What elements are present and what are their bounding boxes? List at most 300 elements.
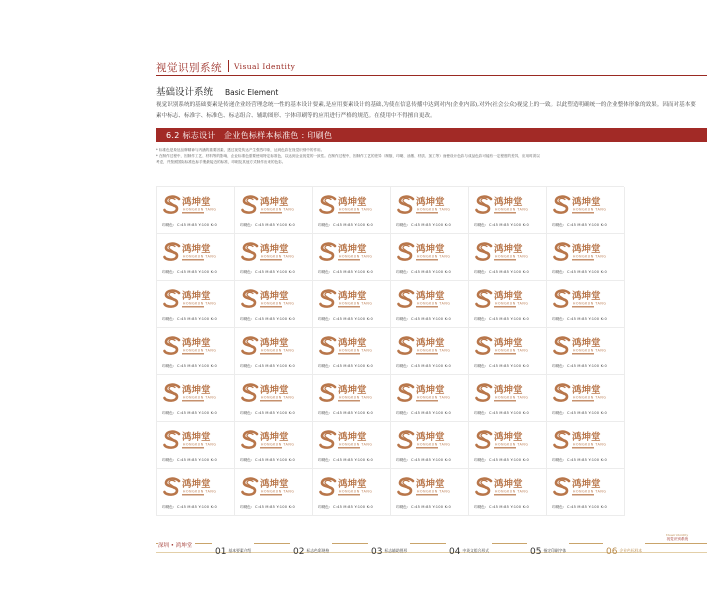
brand-logo-icon [475,476,529,498]
logo-text-en: HONGKUN TANG [417,489,451,494]
logo-text-en: HONGKUN TANG [183,395,217,400]
swatch-label: 印刷色: [396,223,408,227]
logo-text-en: HONGKUN TANG [261,348,295,353]
swatch-label: 印刷色: [396,505,408,509]
brand-logo-icon [241,476,295,498]
logo-text-cn: 鸿坤堂 [494,338,523,349]
swatch-value: C:45 M:85 Y:100 K:0 [333,270,374,274]
logo-underline [572,494,594,495]
logo-text-en: HONGKUN TANG [183,489,217,494]
logo-text-cn: 鸿坤堂 [182,197,211,208]
brand-logo-icon [163,429,217,451]
logo-underline [494,353,516,354]
swatch-caption [318,270,373,275]
swatch-caption [552,317,607,322]
swatch-value: C:45 M:85 Y:100 K:0 [489,411,530,415]
swatch-caption [240,458,295,463]
swatch-caption [240,505,295,510]
logo-underline [572,400,594,401]
swatch-label: 印刷色: [162,270,174,274]
logo-text-en: HONGKUN TANG [261,489,295,494]
logo-text-en: HONGKUN TANG [495,207,529,212]
logo-text-cn: 鸿坤堂 [416,432,445,443]
brand-logo-icon [553,194,607,216]
logo-text-en: HONGKUN TANG [573,207,607,212]
logo-text-en: HONGKUN TANG [339,207,373,212]
logo-text-cn: 鸿坤堂 [338,291,367,302]
swatch-label: 印刷色: [396,458,408,462]
header-rule [156,75,707,76]
swatch-value: C:45 M:85 Y:100 K:0 [255,458,296,462]
nav-label: 基本要素介绍 [228,548,252,553]
swatch-value: C:45 M:85 Y:100 K:0 [255,270,296,274]
logo-underline [182,353,204,354]
swatch-value: C:45 M:85 Y:100 K:0 [567,505,608,509]
swatch-label: 印刷色: [240,364,252,368]
logo-text-en: HONGKUN TANG [339,489,373,494]
logo-text-cn: 鸿坤堂 [416,291,445,302]
swatch-caption [396,317,451,322]
swatch-cell [157,234,235,281]
section-title-cn: 基础设计系统 [156,87,214,98]
swatch-caption [474,364,529,369]
nav-label: 标志辅助图形 [384,548,408,553]
swatch-cell [469,187,547,234]
logo-underline [494,447,516,448]
logo-underline [494,494,516,495]
logo-text-cn: 鸿坤堂 [338,197,367,208]
logo-text-en: HONGKUN TANG [417,207,451,212]
logo-text-en: HONGKUN TANG [573,254,607,259]
swatch-cell [547,422,625,469]
banner-text: 6.2 标志设计 企业色标样本标准色 : 印刷色 [166,130,333,140]
logo-text-en: HONGKUN TANG [183,442,217,447]
swatch-label: 印刷色: [162,364,174,368]
swatch-value: C:45 M:85 Y:100 K:0 [411,411,452,415]
logo-text-en: HONGKUN TANG [495,489,529,494]
logo-text-cn: 鸿坤堂 [182,338,211,349]
swatch-cell [391,422,469,469]
swatch-caption [552,270,607,275]
logo-text-cn: 鸿坤堂 [182,432,211,443]
logo-text-en: HONGKUN TANG [417,395,451,400]
swatch-cell [391,469,469,516]
swatch-value: C:45 M:85 Y:100 K:0 [411,317,452,321]
logo-underline [260,494,282,495]
logo-text-en: HONGKUN TANG [339,301,373,306]
swatch-label: 印刷色: [162,223,174,227]
brand-logo-icon [475,382,529,404]
swatch-label: 印刷色: [552,458,564,462]
swatch-caption [474,458,529,463]
logo-underline [338,400,360,401]
swatch-label: 印刷色: [162,411,174,415]
swatch-label: 印刷色: [552,223,564,227]
logo-underline [572,259,594,260]
swatch-value: C:45 M:85 Y:100 K:0 [567,317,608,321]
logo-text-cn: 鸿坤堂 [260,338,289,349]
logo-text-en: HONGKUN TANG [495,442,529,447]
nav-num: 06 [606,547,618,557]
swatch-label: 印刷色: [474,505,486,509]
swatch-cell [235,469,313,516]
swatch-value: C:45 M:85 Y:100 K:0 [177,270,218,274]
footer-nav-05[interactable] [527,539,569,557]
logo-underline [416,212,438,213]
swatch-caption [396,270,451,275]
logo-text-cn: 鸿坤堂 [260,385,289,396]
swatch-cell [313,281,391,328]
swatch-value: C:45 M:85 Y:100 K:0 [411,223,452,227]
logo-text-en: HONGKUN TANG [261,301,295,306]
footer-brand: 深圳 • 鸿坤堂 [158,541,195,549]
logo-underline [494,259,516,260]
brand-logo-icon [163,288,217,310]
logo-text-cn: 鸿坤堂 [494,479,523,490]
swatch-label: 印刷色: [552,317,564,321]
logo-text-cn: 鸿坤堂 [260,479,289,490]
swatch-caption [240,411,295,416]
section-banner [156,128,707,142]
swatch-value: C:45 M:85 Y:100 K:0 [255,505,296,509]
logo-text-en: HONGKUN TANG [417,442,451,447]
logo-text-cn: 鸿坤堂 [260,244,289,255]
logo-text-cn: 鸿坤堂 [572,244,601,255]
swatch-caption [162,317,217,322]
header-subtitle: Visual Identity [234,62,296,71]
logo-underline [338,259,360,260]
brand-logo-icon [319,382,373,404]
logo-underline [572,447,594,448]
logo-text-cn: 鸿坤堂 [494,244,523,255]
swatch-value: C:45 M:85 Y:100 K:0 [411,270,452,274]
swatch-value: C:45 M:85 Y:100 K:0 [567,223,608,227]
swatch-value: C:45 M:85 Y:100 K:0 [489,364,530,368]
swatch-cell [313,375,391,422]
swatch-caption [318,411,373,416]
swatch-caption [318,458,373,463]
swatch-label: 印刷色: [162,505,174,509]
swatch-cell [469,234,547,281]
swatch-caption [552,458,607,463]
swatch-cell [547,375,625,422]
swatch-cell [547,469,625,516]
swatch-cell [547,187,625,234]
swatch-label: 印刷色: [240,505,252,509]
logo-underline [416,353,438,354]
logo-underline [260,400,282,401]
logo-text-cn: 鸿坤堂 [572,338,601,349]
nav-num: 01 [215,547,227,557]
swatch-label: 印刷色: [474,411,486,415]
nav-num: 04 [449,547,461,557]
logo-underline [494,212,516,213]
swatch-value: C:45 M:85 Y:100 K:0 [411,505,452,509]
brand-logo-icon [319,241,373,263]
logo-text-cn: 鸿坤堂 [338,385,367,396]
swatch-value: C:45 M:85 Y:100 K:0 [489,317,530,321]
logo-text-cn: 鸿坤堂 [494,197,523,208]
swatch-caption [162,411,217,416]
swatch-cell [313,234,391,281]
logo-underline [572,353,594,354]
swatch-cell [157,187,235,234]
logo-text-cn: 鸿坤堂 [338,479,367,490]
logo-text-cn: 鸿坤堂 [494,385,523,396]
swatch-label: 印刷色: [318,458,330,462]
brand-logo-icon [319,476,373,498]
logo-underline [182,306,204,307]
logo-text-cn: 鸿坤堂 [572,479,601,490]
logo-underline [416,259,438,260]
swatch-label: 印刷色: [552,364,564,368]
swatch-caption [474,317,529,322]
swatch-value: C:45 M:85 Y:100 K:0 [255,317,296,321]
swatch-caption [396,411,451,416]
swatch-caption [162,270,217,275]
logo-underline [182,494,204,495]
swatch-cell [547,281,625,328]
logo-underline [260,259,282,260]
brand-logo-icon [553,382,607,404]
brand-logo-icon [241,429,295,451]
note-line: 考虑，并按照国际标准色标手册最接近的标准，印刷及其他方式制作出来的色彩。 [156,160,286,164]
logo-text-en: HONGKUN TANG [417,348,451,353]
swatch-cell [469,422,547,469]
brand-logo-icon [241,194,295,216]
corner-en: Visual Identity [666,533,689,537]
swatch-label: 印刷色: [240,458,252,462]
swatch-cell [235,375,313,422]
swatch-cell [469,328,547,375]
logo-text-en: HONGKUN TANG [573,301,607,306]
brand-logo-icon [163,194,217,216]
logo-text-en: HONGKUN TANG [573,489,607,494]
logo-underline [182,259,204,260]
nav-num: 02 [293,547,305,557]
logo-text-en: HONGKUN TANG [339,395,373,400]
logo-text-en: HONGKUN TANG [261,254,295,259]
logo-underline [416,400,438,401]
swatch-value: C:45 M:85 Y:100 K:0 [411,364,452,368]
notes [156,147,707,165]
logo-text-en: HONGKUN TANG [417,301,451,306]
logo-text-en: HONGKUN TANG [339,348,373,353]
swatch-label: 印刷色: [162,317,174,321]
logo-text-en: HONGKUN TANG [573,348,607,353]
brand-logo-icon [397,382,451,404]
swatch-cell [157,328,235,375]
brand-logo-icon [163,335,217,357]
logo-text-en: HONGKUN TANG [495,301,529,306]
swatch-cell [313,422,391,469]
swatch-cell [157,281,235,328]
swatch-caption [474,411,529,416]
logo-text-en: HONGKUN TANG [495,348,529,353]
swatch-value: C:45 M:85 Y:100 K:0 [333,223,374,227]
section-intro: 视觉识别系统的基础要素是传递企业经营理念统一性的基本设计要素,是应用要素设计的基础,为使在信息传播中达到对内(企业内部),对外(社会公众)视觉上的一致。以此塑造明确统一的企业整体形象的效果。因而对基本要素中标志、标准字、标准色、标志组合、辅助图形、字体印刷等的应用进行严格的规范。在使用中不得擅自更改。 [156,102,696,119]
swatch-caption [396,223,451,228]
logo-text-cn: 鸿坤堂 [182,385,211,396]
swatch-label: 印刷色: [552,411,564,415]
swatch-cell [313,469,391,516]
brand-logo-icon [475,288,529,310]
header-divider [228,60,229,72]
brand-logo-icon [319,194,373,216]
swatch-cell [313,187,391,234]
swatch-cell [157,422,235,469]
swatch-caption [240,317,295,322]
swatch-cell [235,422,313,469]
brand-logo-icon [475,194,529,216]
logo-text-en: HONGKUN TANG [183,254,217,259]
swatch-caption [552,411,607,416]
nav-label: 指定印刷字体 [543,548,567,553]
swatch-caption [552,223,607,228]
section-title-en: Basic Element [225,88,279,97]
logo-underline [260,306,282,307]
logo-text-cn: 鸿坤堂 [182,244,211,255]
brand-logo-icon [319,335,373,357]
swatch-caption [318,364,373,369]
logo-text-en: HONGKUN TANG [495,395,529,400]
brand-logo-icon [163,241,217,263]
logo-underline [338,447,360,448]
brand-logo-icon [319,288,373,310]
logo-text-cn: 鸿坤堂 [572,385,601,396]
swatch-value: C:45 M:85 Y:100 K:0 [489,223,530,227]
logo-text-cn: 鸿坤堂 [260,197,289,208]
logo-text-cn: 鸿坤堂 [338,338,367,349]
swatch-value: C:45 M:85 Y:100 K:0 [333,458,374,462]
logo-text-cn: 鸿坤堂 [182,291,211,302]
logo-text-en: HONGKUN TANG [495,254,529,259]
swatch-cell [391,187,469,234]
swatch-label: 印刷色: [474,364,486,368]
logo-text-cn: 鸿坤堂 [338,244,367,255]
swatch-value: C:45 M:85 Y:100 K:0 [567,270,608,274]
logo-text-cn: 鸿坤堂 [494,432,523,443]
swatch-label: 印刷色: [396,270,408,274]
swatch-caption [162,505,217,510]
logo-text-en: HONGKUN TANG [573,442,607,447]
header-title: 视觉识别系统 [156,62,222,74]
brand-logo-icon [397,241,451,263]
swatch-caption [162,458,217,463]
swatch-cell [391,328,469,375]
logo-underline [338,494,360,495]
brand-logo-icon [241,335,295,357]
swatch-label: 印刷色: [240,223,252,227]
logo-text-en: HONGKUN TANG [339,254,373,259]
logo-text-cn: 鸿坤堂 [494,291,523,302]
swatch-value: C:45 M:85 Y:100 K:0 [177,505,218,509]
footer-nav-02[interactable] [290,539,332,557]
brand-logo-icon [475,241,529,263]
swatch-value: C:45 M:85 Y:100 K:0 [567,364,608,368]
swatch-label: 印刷色: [318,505,330,509]
swatch-caption [318,223,373,228]
swatch-cell [235,234,313,281]
logo-text-cn: 鸿坤堂 [416,338,445,349]
swatch-value: C:45 M:85 Y:100 K:0 [177,317,218,321]
brand-logo-icon [163,382,217,404]
brand-logo-icon [553,429,607,451]
swatch-caption [240,270,295,275]
swatch-caption [396,364,451,369]
logo-underline [572,212,594,213]
swatch-value: C:45 M:85 Y:100 K:0 [567,458,608,462]
swatch-label: 印刷色: [240,317,252,321]
logo-text-cn: 鸿坤堂 [416,244,445,255]
logo-text-cn: 鸿坤堂 [416,385,445,396]
footer-nav-01[interactable] [212,539,254,557]
brand-logo-icon [553,335,607,357]
footer-nav-04[interactable] [446,539,492,557]
swatch-value: C:45 M:85 Y:100 K:0 [567,411,608,415]
swatch-cell [391,234,469,281]
brand-logo-icon [553,241,607,263]
brand-logo-icon [319,429,373,451]
logo-text-cn: 鸿坤堂 [338,432,367,443]
swatch-label: 印刷色: [318,270,330,274]
swatch-label: 印刷色: [396,364,408,368]
swatch-cell [469,281,547,328]
swatch-value: C:45 M:85 Y:100 K:0 [333,317,374,321]
brand-logo-icon [163,476,217,498]
brand-logo-icon [397,335,451,357]
footer-nav-03[interactable] [368,539,410,557]
logo-text-cn: 鸿坤堂 [416,479,445,490]
swatch-value: C:45 M:85 Y:100 K:0 [333,505,374,509]
section-title [156,84,278,98]
logo-underline [338,212,360,213]
corner-cn: 视觉识别系统 [666,537,689,541]
swatch-cell [157,375,235,422]
logo-underline [494,306,516,307]
note-line: * 在制作过程中，因制作工艺、材料等的影响，企业标准色需要使用特定标准色，以达到企业视觉的一致性。在制作过程中，因制作工艺的差异（制版、印刷、油墨、材质、加工等）而使设计色彩与成品色彩可能有一定程度的差异，应用时须以 [156,154,540,158]
logo-underline [260,212,282,213]
logo-text-en: HONGKUN TANG [261,395,295,400]
logo-underline [260,447,282,448]
swatch-value: C:45 M:85 Y:100 K:0 [177,458,218,462]
logo-underline [416,306,438,307]
brand-logo-icon [241,382,295,404]
swatch-cell [391,281,469,328]
swatch-caption [474,505,529,510]
swatch-grid [156,186,624,516]
swatch-value: C:45 M:85 Y:100 K:0 [489,270,530,274]
swatch-cell [547,234,625,281]
footer-nav-06[interactable] [603,539,645,557]
swatch-label: 印刷色: [240,411,252,415]
swatch-cell [157,469,235,516]
swatch-cell [547,328,625,375]
swatch-cell [235,187,313,234]
swatch-label: 印刷色: [396,317,408,321]
logo-text-cn: 鸿坤堂 [416,197,445,208]
swatch-caption [318,317,373,322]
logo-text-cn: 鸿坤堂 [572,432,601,443]
logo-underline [572,306,594,307]
swatch-value: C:45 M:85 Y:100 K:0 [255,411,296,415]
logo-text-en: HONGKUN TANG [261,207,295,212]
logo-text-en: HONGKUN TANG [183,207,217,212]
swatch-label: 印刷色: [474,458,486,462]
swatch-label: 印刷色: [318,223,330,227]
swatch-value: C:45 M:85 Y:100 K:0 [255,223,296,227]
swatch-label: 印刷色: [318,364,330,368]
